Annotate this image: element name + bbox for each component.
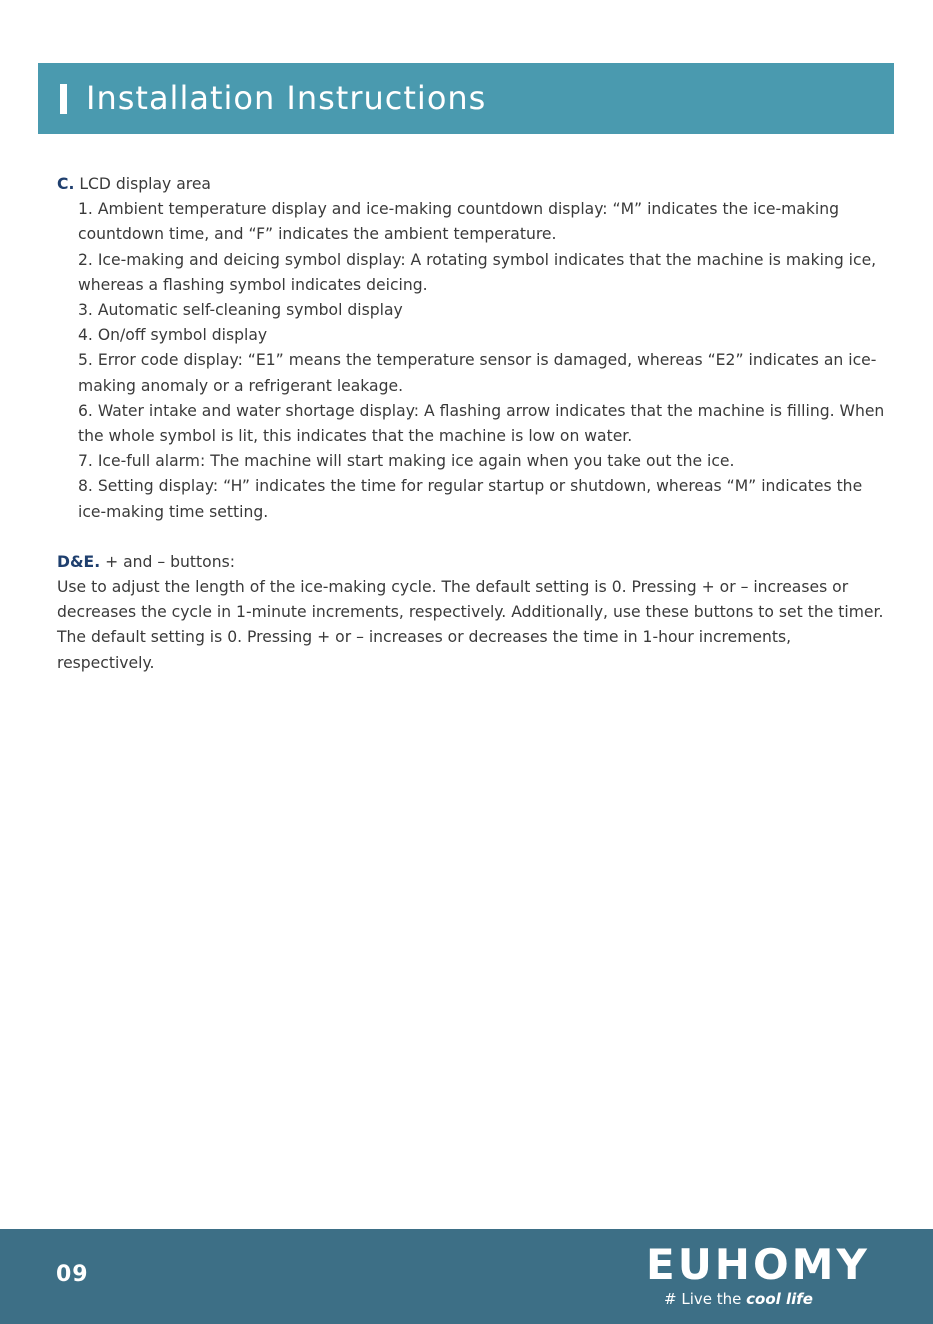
lcd-item-8: 8. Setting display: “H” indicates the time for regular startup or shutdown, whereas “M” indicates the ice-making time setting.: [78, 477, 863, 521]
section-spacer: [57, 525, 887, 550]
brand-tagline: [664, 1289, 813, 1309]
section-de-heading: [57, 550, 887, 575]
lcd-item-5: 5. Error code display: “E1” means the temperature sensor is damaged, whereas “E2” indicates an ice-making anomaly or a refrigerant leakage.: [78, 351, 877, 395]
lcd-item-2: 2. Ice-making and deicing symbol display: A rotating symbol indicates that the machine is making ice, whereas a flashing symbol indicates deicing.: [78, 250, 877, 294]
section-de-body: Use to adjust the length of the ice-making cycle. The default setting is 0. Pressing + or – increases or decreases the cycle in 1-minute increments, respectively. Additionally, use these buttons to set the timer. The default setting is 0. Pressing + or – increases or decreases the time in 1-hour increments, respectively.: [57, 578, 884, 672]
section-c-title: LCD display area: [74, 175, 211, 193]
page-title: Installation Instructions: [86, 79, 487, 117]
brand-wordmark-text: EUHOMY: [646, 1240, 870, 1284]
section-c-heading: [57, 172, 887, 197]
lcd-item-7: 7. Ice-full alarm: The machine will start making ice again when you take out the ice.: [78, 452, 735, 471]
brand-logo-wordmark: [646, 1240, 876, 1284]
lcd-item-3: 3. Automatic self-cleaning symbol display: [78, 301, 403, 320]
lcd-item-4: 4. On/off symbol display: [78, 326, 268, 345]
tagline-prefix: # Live the: [664, 1290, 747, 1308]
section-de-key: D&E.: [57, 552, 101, 571]
main-content: [57, 172, 887, 676]
section-de-title: + and – buttons:: [100, 552, 235, 571]
section-c-key: C.: [57, 175, 75, 193]
lcd-item-1: 1. Ambient temperature display and ice-making countdown display: “M” indicates the ice-making countdown time, and “F” indicates the ambient temperature.: [78, 200, 840, 244]
header-accent-bar: [60, 84, 67, 114]
tagline-emphasis: cool life: [746, 1290, 813, 1308]
page-number: 09: [56, 1262, 89, 1287]
lcd-item-6: 6. Water intake and water shortage display: A flashing arrow indicates that the machine is filling. When the whole symbol is lit, this indicates that the machine is low on water.: [78, 401, 885, 446]
